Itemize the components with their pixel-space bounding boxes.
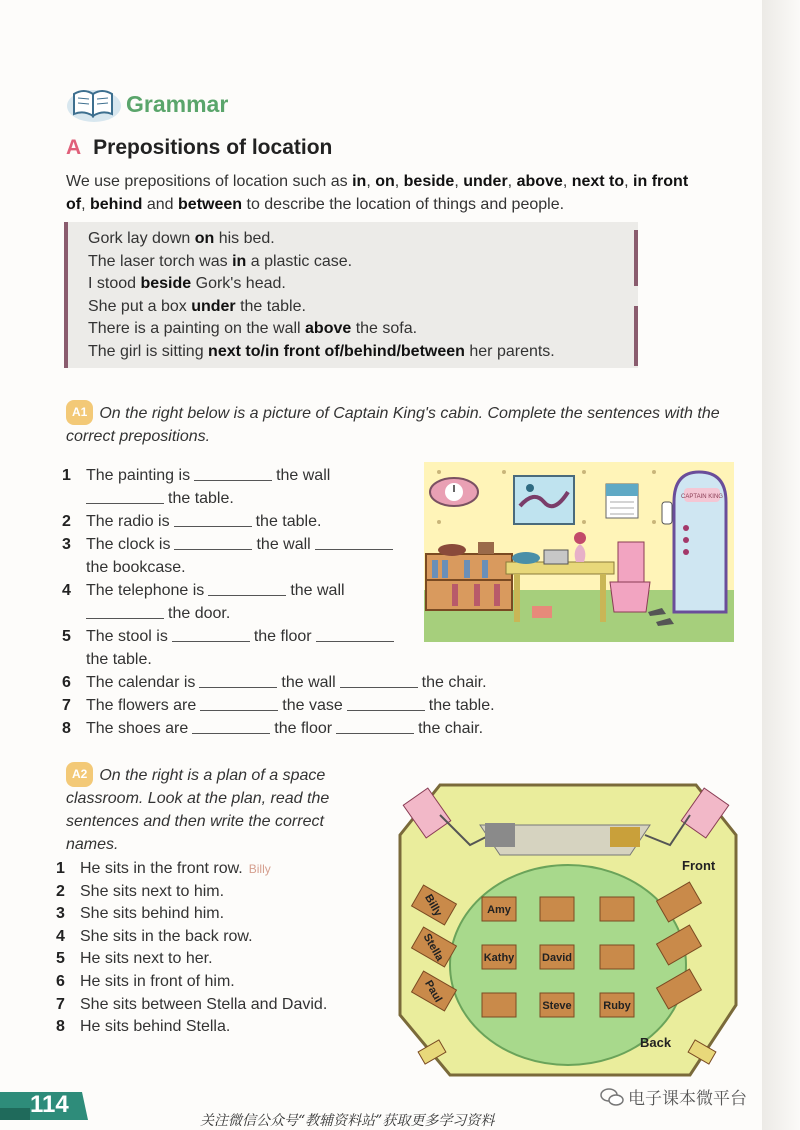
grammar-title: Grammar [126,90,229,117]
answer-blank[interactable] [174,535,252,550]
a1-tag: A1 [66,400,93,425]
answer-blank[interactable] [200,696,278,711]
watermark: 电子课本微平台 [600,1084,747,1109]
section-title-text: Prepositions of location [93,136,333,159]
painting [514,476,574,524]
answer-blank[interactable] [86,489,164,504]
a2-question: 5 He sits next to her. [56,950,213,968]
answer-blank[interactable] [316,627,394,642]
example-box [64,222,638,368]
cabin-illustration [424,462,734,642]
a2-instruction: A2 On the right is a plan of a space classroom. Look at the plan, read the sentences and then write the correct names. [66,762,366,856]
name-label: Amy [487,904,511,916]
book-icon [66,84,122,124]
stool [532,606,552,618]
grammar-header [66,82,228,126]
a1-question: 3 The clock is the wall the bookcase. [66,533,566,579]
section-title [66,136,332,160]
footer-note: 关注微信公众号“教辅资料站”获取更多学习资料 [200,1113,495,1129]
example-sentence: Gork lay down on his bed. [88,230,275,247]
name-label: Kathy [483,952,515,964]
answer-blank[interactable] [315,535,393,550]
a2-question: 4 She sits in the back row. [56,927,253,945]
name-label: David [542,952,572,964]
answer-blank[interactable] [174,512,252,527]
intro-paragraph: We use prepositions of location such as in, on, beside, under, above, next to, in front of, behind and between to describe the location of things and people. [66,173,689,213]
a1-question: 8 The shoes are the floor the chair. [62,720,484,737]
answer-blank[interactable] [172,627,250,642]
a1-question: 2 The radio is the table. [62,513,322,530]
example-sentence: There is a painting on the wall above the sofa. [88,320,418,338]
a2-question: 2 She sits next to him. [56,882,225,900]
telephone [662,502,672,524]
radio [544,550,568,564]
answer-blank[interactable] [194,466,272,481]
calendar [606,484,638,518]
a2-question: 7 She sits between Stella and David. [56,995,328,1013]
a2-question: 3 She sits behind him. [56,905,225,923]
a2-question: 8 He sits behind Stella. [56,1018,231,1036]
answer-blank[interactable] [340,673,418,688]
teacher-desk [480,823,650,855]
example-sentence: The laser torch was in a plastic case. [88,252,353,270]
a2-exercise [56,858,380,1039]
front-label: Front [682,858,716,873]
wechat-icon [600,1087,624,1107]
a2-question: 6 He sits in front of him. [56,972,235,990]
name-label: Paul [422,978,445,1005]
box-bar [634,306,638,366]
answer-blank[interactable] [336,719,414,734]
door [674,472,726,612]
answer-blank[interactable] [192,719,270,734]
page-edge [762,0,800,1130]
box-bar [634,230,638,286]
a1-instruction: A1 On the right below is a picture of Captain King's cabin. Complete the sentences with the correct prepositions. [66,400,736,448]
desk-row-right [657,882,702,1009]
answer-text[interactable]: Billy [248,862,271,876]
answer-blank[interactable] [208,581,286,596]
example-sentence: I stood beside Gork's head. [88,275,286,293]
answer-blank[interactable] [347,696,425,711]
a1-question: 4 The telephone is the wall the door. [62,582,345,622]
clock-icon [430,478,478,506]
example-sentence: She put a box under the table. [88,297,306,315]
a1-question: 1 The painting is the wall the table. [62,467,331,507]
name-label: Billy [422,892,445,919]
a1-question: 5 The stool is the floor the table. [66,625,566,671]
name-label: Ruby [603,1000,631,1012]
answer-blank[interactable] [86,604,164,619]
svg-text:CAPTAIN KING: CAPTAIN KING [681,494,723,500]
back-label: Back [640,1035,672,1050]
page-number: 114 [30,1091,69,1118]
a1-question: 6 The calendar is the wall the chair. [62,674,487,691]
name-label: Steve [542,1000,572,1012]
a2-question: 1 He sits in the front row. Billy [56,860,271,877]
section-letter: A [66,136,82,159]
classroom-plan [390,775,746,1080]
name-label: Stella [420,931,446,964]
a2-tag: A2 [66,762,93,787]
answer-blank[interactable] [199,673,277,688]
example-sentence: The girl is sitting next to/in front of/behind/between her parents. [88,342,555,360]
a1-question: 7 The flowers are the vase the table. [62,697,495,714]
